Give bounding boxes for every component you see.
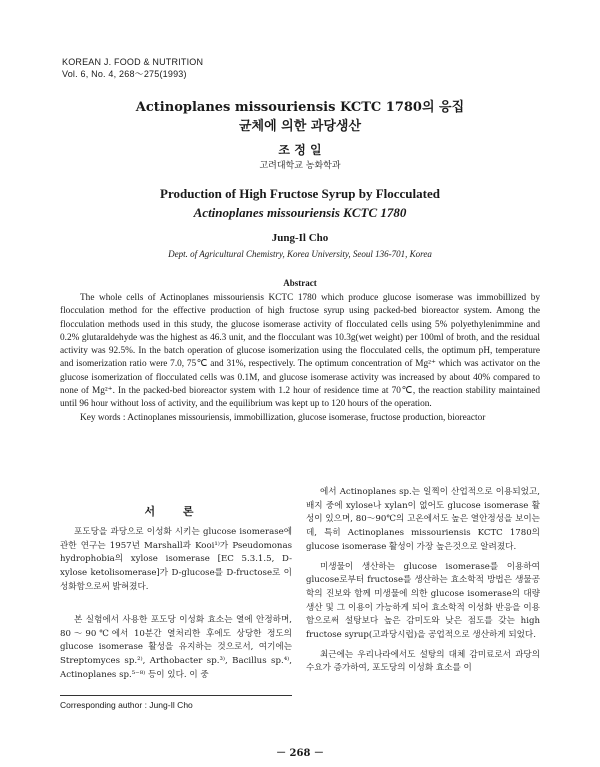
korean-title-line1: Actinoplanes missouriensis KCTC 1780의 응집	[135, 100, 465, 115]
left-column-paragraph-2	[60, 614, 292, 683]
journal-name: KOREAN J. FOOD & NUTRITION	[62, 57, 204, 67]
english-author: Jung-Il Cho	[271, 232, 329, 244]
abstract-text: The whole cells of Actinoplanes missouriensis KCTC 1780 which produce glucose isomerase was immobillized by flocculation method for the effective production of high fructose syrup using packed-bed bioreactor system. Among the flocculation methods used in this study, the glucose isomerase activity of flocculated cells using 5% polyethylenimmine and 0.2% glutaraldehyde was the highest as 46.3 unit, and the flocculant was 10.3g(wet weight) per 100ml of broth, and the residual activity was 92.5%. In the batch operation of glucose isomerization using the flocculated cells, the optimum pH, temperature and isomerization ratio were 7.0, 75℃ and 31%, respectively. The optimum concentration of Mg²⁺ which was activator on the glucose isomerization of flocculated cells was 0.1M, and glucose isomerase activity was increased by about 40% compared to none of Mg²⁺. In the packed-bed bioreactor system with 1.2 hour of residence time at 70℃, the reaction stability maintained until 96 hour without loss of activity, and the equilibrium was kept up to 120 hours of the operation.	[60, 293, 540, 410]
journal-volume: Vol. 6, No. 4, 268～275(1993)	[62, 69, 187, 79]
page-number: － 268 －	[276, 748, 324, 759]
left-column-paragraph-1	[60, 526, 292, 595]
left-col-text-1: 포도당을 과당으로 이성화 시키는 glucose isomerase에 관한 연구는 1957년 Marshall과 Kooi¹⁾가 Pseudomonas hydrophobia의 xylose isomerase [EC 5.3.1.5, D-xylose ketolisomerase]가 D-glucose를 D-fructose로 이성화함으로써 밝혀졌다.	[60, 527, 292, 592]
right-col-text-1: 에서 Actinoplanes sp.는 일찍이 산업적으로 이용되었고, 배지 중에 xylose나 xylan이 없어도 glucose isomerase 활성이 있으며, 80～90℃의 고온에서도 높은 열안정성을 보이는데, 특히 Actinoplanes missouriensis KCTC 1780의 glucose isomerase 활성이 가장 높은것으로 알려졌다.	[306, 487, 540, 552]
english-affiliation: Dept. of Agricultural Chemistry, Korea University, Seoul 136-701, Korea	[168, 249, 432, 259]
footnote-rule	[60, 695, 292, 696]
right-column	[306, 486, 540, 676]
english-title-line2: Actinoplanes missouriensis KCTC 1780	[193, 205, 407, 220]
right-col-text-2: 미생물이 생산하는 glucose isomerase를 이용하여 glucose로부터 fructose를 생산하는 효소학적 방법은 생물공학의 진보와 함께 미생물에 의한 glucose isomerase의 대량 생산 및 그 이용이 가능하게 되어 효소학적 이성화 반응을 이용함으로써 설탕보다 높은 감미도와 낮은 점도를 갖는 high fructose syrup(고과당시럽)을 공업적으로 생산하게 되었다.	[306, 561, 540, 641]
corresponding-author-footnote: Corresponding author : Jung-Il Cho	[60, 700, 193, 710]
abstract-heading: Abstract	[283, 278, 317, 288]
abstract-block	[60, 292, 540, 425]
right-col-text-3: 최근에는 우리나라에서도 설탕의 대체 감미료로서 과당의 수요가 증가하여, 포도당의 이성화 효소를 이	[306, 649, 540, 674]
left-col-text-2: 본 실험에서 사용한 포도당 이성화 효소는 열에 안정하며, 80～90℃에서 10분간 열처리한 후에도 상당한 정도의 glucose isomerase 활성을 유지하는 것으로서, 여기에는 Streptomyces sp.²⁾, Arthobacter sp.³⁾, Bacillus sp.⁴⁾, Actinoplanes sp.⁵⁻⁸⁾ 등이 있다. 이 중	[60, 615, 292, 680]
english-title-line1: Production of High Fructose Syrup by Flocculated	[160, 186, 440, 201]
journal-header	[62, 56, 203, 80]
korean-affiliation: 고려대학교 농화학과	[259, 161, 341, 171]
korean-title-line2: 균체에 의한 과당생산	[238, 119, 362, 134]
keywords: Key words : Actinoplanes missouriensis, immobillization, glucose isomerase, fructose production, bioreactor	[80, 412, 486, 423]
korean-author: 조 정 일	[278, 143, 322, 157]
section-heading-introduction: 서 론	[144, 505, 206, 518]
